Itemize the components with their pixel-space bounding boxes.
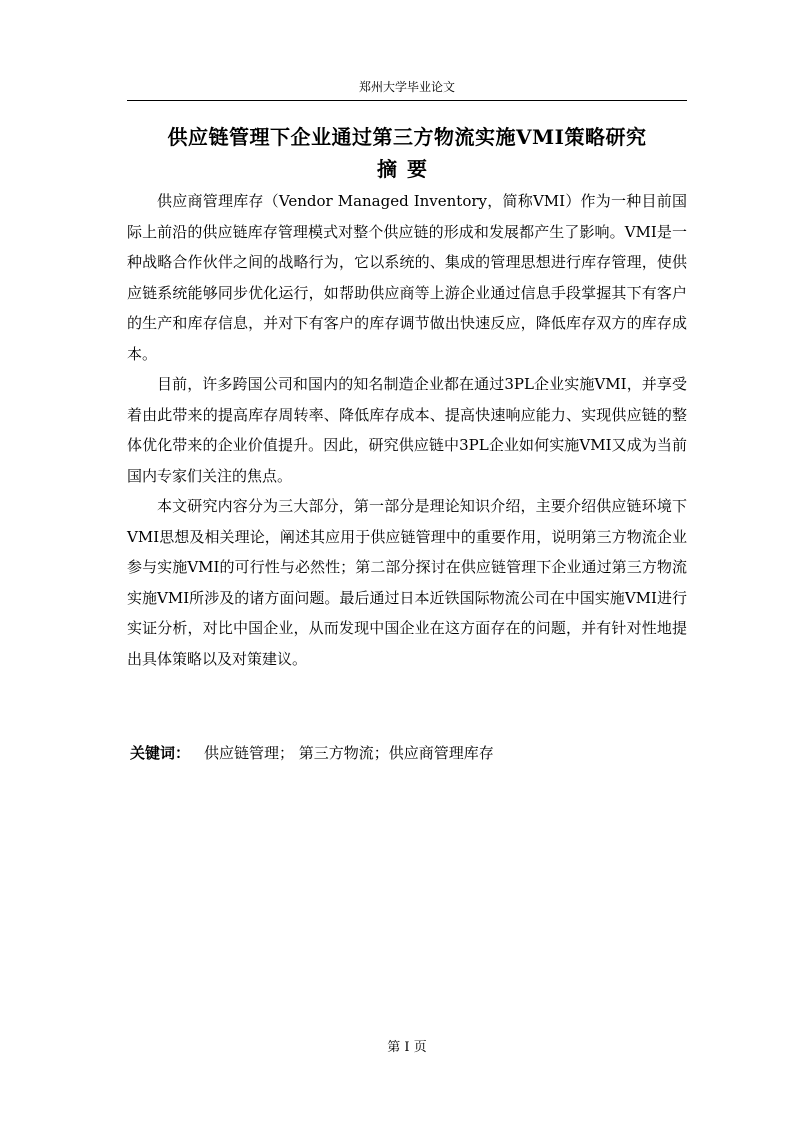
abstract-paragraph-3: 本文研究内容分为三大部分，第一部分是理论知识介绍，主要介绍供应链环境下VMI思想及相关理论，阐述其应用于供应链管理中的重要作用，说明第三方物流企业参与实施VMI的可行性与必然性；第二部分探讨在供应链管理下企业通过第三方物流实施VMI所涉及的诸方面问题。最后通过日本近铁国际物流公司在中国实施VMI进行实证分析，对比中国企业，从而发现中国企业在这方面存在的问题，并有针对性地提出具体策略以及对策建议。 xyxy=(127,497,687,668)
abstract-body xyxy=(127,186,687,674)
header-rule xyxy=(127,100,687,101)
document-title: 供应链管理下企业通过第三方物流实施VMI策略研究 xyxy=(167,125,647,149)
keywords-value: 供应链管理； 第三方物流；供应商管理库存 xyxy=(204,744,494,762)
abstract-heading: 摘要 xyxy=(377,157,437,181)
keywords-line xyxy=(130,742,690,764)
abstract-paragraph-1: 供应商管理库存（Vendor Managed Inventory，简称VMI）作为一种目前国际上前沿的供应链库存管理模式对整个供应链的形成和发展都产生了影响。VMI是一种战略合作伙伴之间的战略行为，它以系统的、集成的管理思想进行库存管理，使供应链系统能够同步优化运行，如帮助供应商等上游企业通过信息手段掌握其下有客户的生产和库存信息，并对下有客户的库存调节做出快速反应，降低库存双方的库存成本。 xyxy=(127,192,687,363)
abstract-paragraph-2: 目前，许多跨国公司和国内的知名制造企业都在通过3PL企业实施VMI，并享受着由此带来的提高库存周转率、降低库存成本、提高快速响应能力、实现供应链的整体优化带来的企业价值提升。因此，研究供应链中3PL企业如何实施VMI又成为当前国内专家们关注的焦点。 xyxy=(127,375,687,485)
keywords-label: 关键词： xyxy=(130,744,191,762)
page-number: 第 I 页 xyxy=(387,1040,427,1055)
running-header: 郑州大学毕业论文 xyxy=(358,80,455,94)
